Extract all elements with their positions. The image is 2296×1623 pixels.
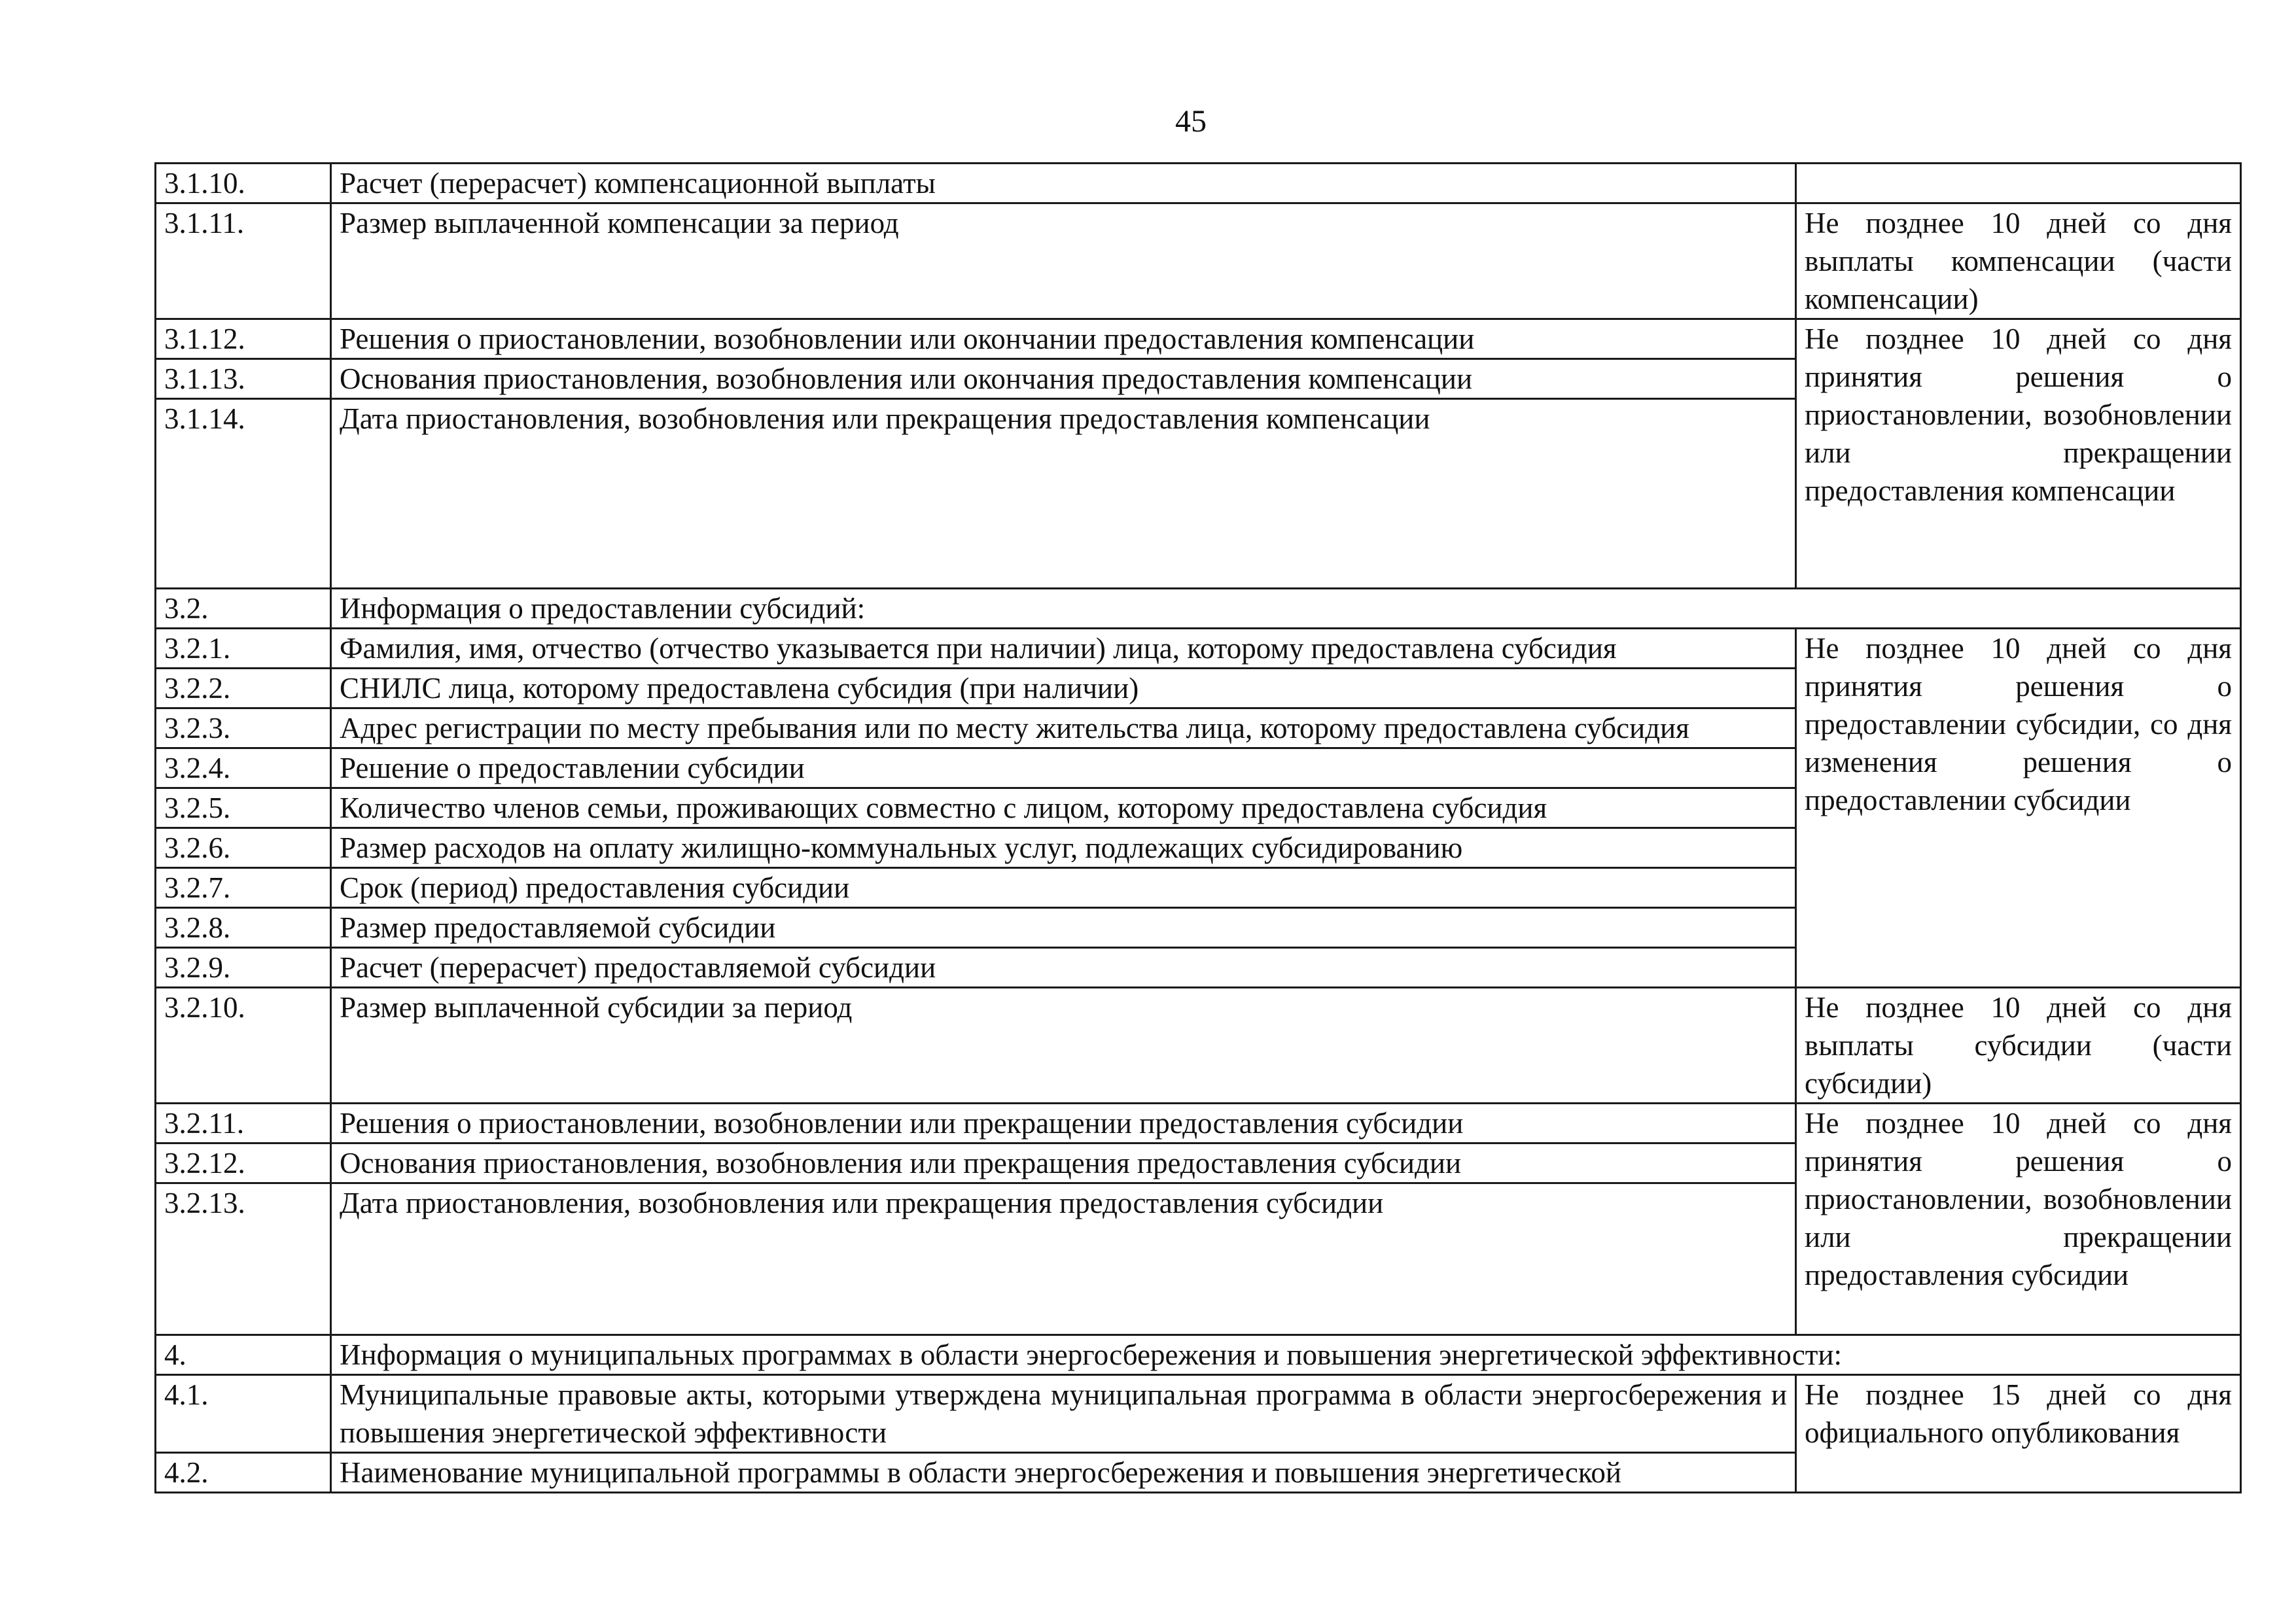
row-number: 3.1.14. bbox=[156, 399, 331, 589]
data-table bbox=[154, 162, 2242, 1493]
row-number: 3.2.6. bbox=[156, 828, 331, 868]
page-number: 45 bbox=[1175, 104, 1207, 139]
section-row bbox=[156, 589, 2241, 629]
row-number: 4.2. bbox=[156, 1453, 331, 1493]
table-row bbox=[156, 629, 2241, 669]
row-number: 3.2.12. bbox=[156, 1143, 331, 1183]
row-text: Наименование муниципальной программы в области энергосбережения и повышения энергетической bbox=[331, 1453, 1796, 1493]
row-number: 4. bbox=[156, 1335, 331, 1375]
deadline-cell: Не позднее 10 дней со дня принятия решения о приостановлении, возобновлении или прекращении предоставления субсидии bbox=[1796, 1104, 2241, 1335]
row-number: 3.2.9. bbox=[156, 948, 331, 988]
row-number: 3.2.5. bbox=[156, 788, 331, 828]
row-number: 3.1.13. bbox=[156, 359, 331, 399]
row-number: 3.2.1. bbox=[156, 629, 331, 669]
row-text: Расчет (перерасчет) компенсационной выплаты bbox=[331, 164, 1796, 203]
row-number: 3.1.11. bbox=[156, 203, 331, 319]
table-row bbox=[156, 319, 2241, 359]
row-text: Размер расходов на оплату жилищно-коммунальных услуг, подлежащих субсидированию bbox=[331, 828, 1796, 868]
row-number: 3.2.13. bbox=[156, 1183, 331, 1335]
row-number: 3.2.11. bbox=[156, 1104, 331, 1143]
row-number: 3.2.4. bbox=[156, 748, 331, 788]
deadline-cell-empty bbox=[1796, 164, 2241, 203]
deadline-cell: Не позднее 10 дней со дня выплаты субсидии (части субсидии) bbox=[1796, 988, 2241, 1104]
row-text: Расчет (перерасчет) предоставляемой субсидии bbox=[331, 948, 1796, 988]
section-row bbox=[156, 1335, 2241, 1375]
row-text: Дата приостановления, возобновления или прекращения предоставления компенсации bbox=[331, 399, 1796, 589]
table-row bbox=[156, 1375, 2241, 1453]
deadline-cell: Не позднее 10 дней со дня принятия решения о приостановлении, возобновлении или прекращении предоставления компенсации bbox=[1796, 319, 2241, 589]
deadline-cell: Не позднее 10 дней со дня выплаты компенсации (части компенсации) bbox=[1796, 203, 2241, 319]
row-number: 3.2.3. bbox=[156, 708, 331, 748]
deadline-cell: Не позднее 15 дней со дня официального опубликования bbox=[1796, 1375, 2241, 1493]
row-text: Дата приостановления, возобновления или прекращения предоставления субсидии bbox=[331, 1183, 1796, 1335]
row-text: Основания приостановления, возобновления или прекращения предоставления субсидии bbox=[331, 1143, 1796, 1183]
row-text: Размер выплаченной субсидии за период bbox=[331, 988, 1796, 1104]
row-text: СНИЛС лица, которому предоставлена субсидия (при наличии) bbox=[331, 669, 1796, 708]
row-number: 3.1.10. bbox=[156, 164, 331, 203]
row-text: Муниципальные правовые акты, которыми утверждена муниципальная программа в области энергосбережения и повышения энергетической эффективности bbox=[331, 1375, 1796, 1453]
row-number: 3.2.2. bbox=[156, 669, 331, 708]
table-row bbox=[156, 1104, 2241, 1143]
row-number: 3.2.7. bbox=[156, 868, 331, 908]
row-text: Решение о предоставлении субсидии bbox=[331, 748, 1796, 788]
row-text: Решения о приостановлении, возобновлении или прекращении предоставления субсидии bbox=[331, 1104, 1796, 1143]
row-text: Размер выплаченной компенсации за период bbox=[331, 203, 1796, 319]
row-number: 3.2.10. bbox=[156, 988, 331, 1104]
section-heading: Информация о муниципальных программах в области энергосбережения и повышения энергетической эффективности: bbox=[331, 1335, 2241, 1375]
table-row bbox=[156, 988, 2241, 1104]
row-text: Размер предоставляемой субсидии bbox=[331, 908, 1796, 948]
row-text: Фамилия, имя, отчество (отчество указывается при наличии) лица, которому предоставлена субсидия bbox=[331, 629, 1796, 669]
row-text: Срок (период) предоставления субсидии bbox=[331, 868, 1796, 908]
row-text: Решения о приостановлении, возобновлении или окончании предоставления компенсации bbox=[331, 319, 1796, 359]
table-row bbox=[156, 164, 2241, 203]
row-text: Основания приостановления, возобновления или окончания предоставления компенсации bbox=[331, 359, 1796, 399]
row-text: Количество членов семьи, проживающих совместно с лицом, которому предоставлена субсидия bbox=[331, 788, 1796, 828]
row-number: 4.1. bbox=[156, 1375, 331, 1453]
section-heading: Информация о предоставлении субсидий: bbox=[331, 589, 2241, 629]
row-text: Адрес регистрации по месту пребывания или по месту жительства лица, которому предоставлена субсидия bbox=[331, 708, 1796, 748]
table-row bbox=[156, 203, 2241, 319]
deadline-cell: Не позднее 10 дней со дня принятия решения о предоставлении субсидии, со дня изменения решения о предоставлении субсидии bbox=[1796, 629, 2241, 988]
row-number: 3.2. bbox=[156, 589, 331, 629]
row-number: 3.2.8. bbox=[156, 908, 331, 948]
row-number: 3.1.12. bbox=[156, 319, 331, 359]
